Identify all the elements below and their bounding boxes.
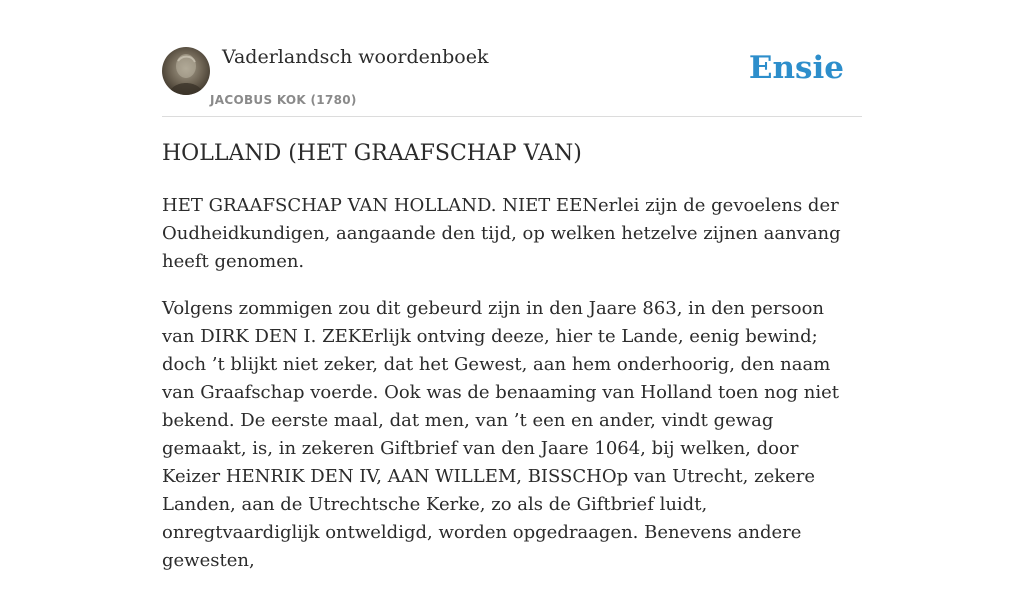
- header: [162, 42, 862, 117]
- entry-title: HOLLAND (HET GRAAFSCHAP VAN): [162, 141, 582, 166]
- ensie-logo[interactable]: Ensie: [748, 50, 844, 86]
- article-body: [162, 192, 862, 594]
- author-avatar[interactable]: [162, 47, 210, 95]
- paragraph: HET GRAAFSCHAP VAN HOLLAND. NIET EENerlei zijn de gevoelens der Oudheidkundigen, aangaande den tijd, op welken hetzelve zijnen aanvang heeft genomen.: [162, 195, 841, 272]
- author-name[interactable]: JACOBUS KOK (1780): [210, 93, 357, 107]
- paragraph: Volgens zommigen zou dit gebeurd zijn in den Jaare 863, in den persoon van DIRK DEN I. ZEKErlijk ontving deeze, hier te Lande, eenig bewind; doch ’t blijkt niet zeker, dat het Gewest, aan hem onderhoorig, den naam van Graafschap voerde. Ook was de benaaming van Holland toen nog niet bekend. De eerste maal, dat men, van ’t een en ander, vindt gewag gemaakt, is, in zekeren Giftbrief van den Jaare 1064, bij welken, door Keizer HENRIK DEN IV, AAN WILLEM, BISSCHOp van Utrecht, zekere Landen, aan de Utrechtsche Kerke, zo als de Giftbrief luidt, onregtvaardiglijk ontweldigd, worden opgedraagen. Benevens andere gewesten,: [162, 298, 839, 571]
- book-title[interactable]: Vaderlandsch woordenboek: [222, 46, 489, 68]
- portrait-image: [162, 47, 210, 95]
